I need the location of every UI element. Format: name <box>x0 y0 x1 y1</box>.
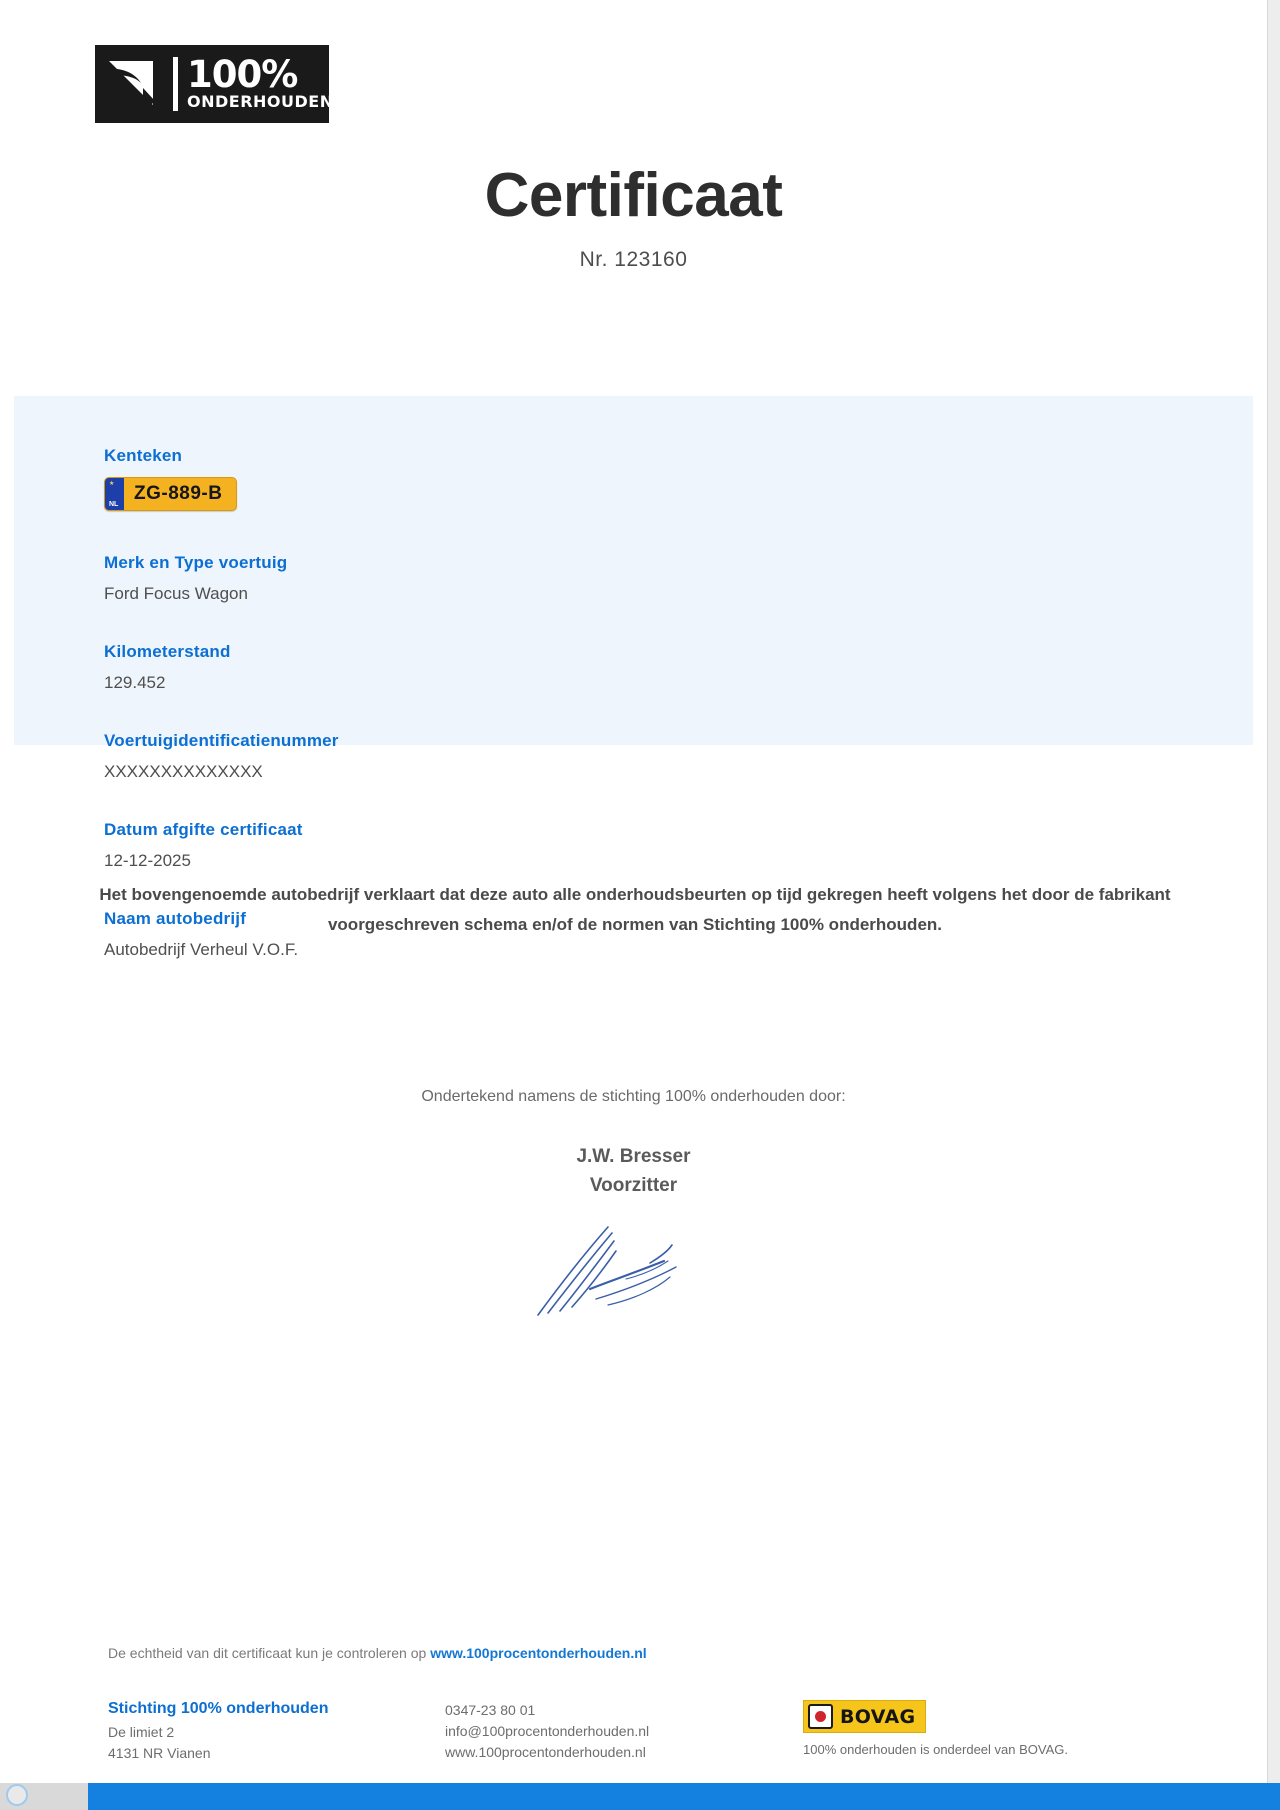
loading-spinner-icon <box>6 1784 28 1806</box>
brand-logo <box>95 45 334 123</box>
bovag-logo <box>803 1700 926 1733</box>
verify-link[interactable]: www.100procentonderhouden.nl <box>430 1645 647 1661</box>
vehicle-info-column-right <box>104 731 639 998</box>
logo-wordmark <box>178 53 334 111</box>
certificate-number: Nr. 123160 <box>579 248 688 271</box>
footer-email[interactable]: info@100procentonderhouden.nl <box>445 1723 650 1739</box>
declaration-text: Het bovengenoemde autobedrijf verklaart dat deze auto alle onderhoudsbeurten op tijd gekregen heeft volgens het door de fabrikant voorgeschreven schema en/of de normen van Stichting 100% onderhouden. <box>99 885 1171 934</box>
footer-org-block <box>108 1700 328 1764</box>
field-kenteken <box>104 446 639 515</box>
field-value: 129.452 <box>104 673 166 692</box>
field-label: Kilometerstand <box>104 642 231 661</box>
footer-address-line2: 4131 NR Vianen <box>108 1745 211 1761</box>
field-value: XXXXXXXXXXXXXX <box>104 762 263 781</box>
footer-bovag-block <box>803 1700 1068 1757</box>
field-value: Autobedrijf Verheul V.O.F. <box>104 940 299 959</box>
signer-name: J.W. Bresser <box>576 1146 691 1167</box>
plate-country-code: NL <box>109 501 119 508</box>
field-value: Ford Focus Wagon <box>104 584 248 603</box>
license-plate <box>104 477 237 511</box>
field-label: Kenteken <box>104 446 183 465</box>
logo-percent: 100% <box>187 53 298 96</box>
bovag-note: 100% onderhouden is onderdeel van BOVAG. <box>803 1742 1068 1757</box>
field-label: Merk en Type voertuig <box>104 553 288 572</box>
footer-website[interactable]: www.100procentonderhouden.nl <box>445 1744 646 1760</box>
bovag-label: BOVAG <box>840 1705 916 1728</box>
footer <box>108 1700 1208 1770</box>
vehicle-info-column-left <box>104 446 639 731</box>
field-value: 12-12-2025 <box>104 851 191 870</box>
field-label: Voertuigidentificatienummer <box>104 731 339 750</box>
handwritten-signature-icon <box>530 1215 730 1325</box>
field-merk-en-type <box>104 553 639 604</box>
eu-flag-icon <box>105 478 124 510</box>
arrow-hook-icon <box>95 45 173 123</box>
bovag-seal-icon <box>808 1704 833 1729</box>
field-label: Datum afgifte certificaat <box>104 820 303 839</box>
field-datum-afgifte <box>104 820 639 871</box>
logo-word: ONDERHOUDEN <box>187 92 334 111</box>
footer-phone: 0347-23 80 01 <box>445 1702 536 1718</box>
page-title: Certificaat <box>484 161 783 230</box>
field-label: Naam autobedrijf <box>104 909 247 928</box>
plate-number: ZG-889-B <box>134 483 223 504</box>
signed-by-label: Ondertekend namens de stichting 100% onderhouden door: <box>421 1088 846 1105</box>
signer-role: Voorzitter <box>589 1175 678 1196</box>
eu-stars: ★ <box>109 481 115 487</box>
verify-line <box>108 1645 647 1661</box>
verify-text: De echtheid van dit certificaat kun je controleren op <box>108 1645 431 1661</box>
footer-contact-block <box>445 1700 649 1763</box>
bottom-status-bar <box>0 1783 1280 1810</box>
footer-org-name: Stichting 100% onderhouden <box>108 1700 329 1717</box>
field-kilometerstand <box>104 642 639 693</box>
field-vin <box>104 731 639 782</box>
footer-address-line1: De limiet 2 <box>108 1724 175 1740</box>
page-right-gutter <box>1267 0 1280 1810</box>
